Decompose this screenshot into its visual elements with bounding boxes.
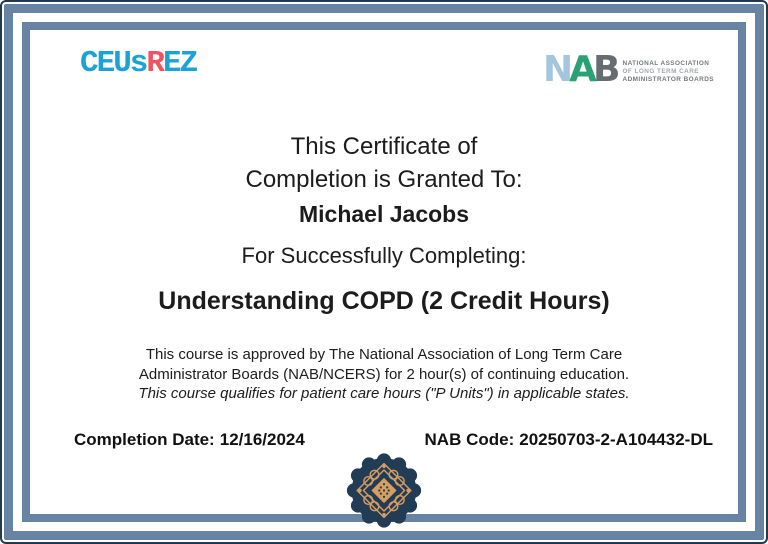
logo-text-r: R (146, 46, 164, 81)
ceusrez-logo (80, 48, 196, 79)
nab-org-line2: OF LONG TERM CARE (622, 68, 700, 75)
nab-code-value: 20250703-2-A104432-DL (519, 430, 713, 449)
nab-logo-letters (543, 49, 617, 90)
footer-row (74, 430, 713, 450)
logo-text-ez: EZ (163, 46, 197, 81)
nab-letter-n: N (543, 49, 570, 90)
subtitle: For Successfully Completing: (241, 243, 527, 268)
certificate-title (2, 130, 766, 196)
seal-medallion-icon (345, 451, 424, 530)
approval-statement (2, 345, 766, 404)
approval-line-1: This course is approved by The National Association of Long Term Care (145, 346, 623, 363)
nab-org-line3: ADMINISTRATOR BOARDS (622, 76, 714, 83)
recipient-name: Michael Jacobs (298, 201, 470, 227)
completion-date-label: Completion Date: (74, 430, 215, 449)
nab-logo (543, 49, 714, 90)
completion-date-value: 12/16/2024 (219, 430, 305, 449)
title-line-2: Completion is Granted To: (245, 166, 523, 193)
nab-code-label: NAB Code: (424, 430, 515, 449)
course-title: Understanding COPD (2 Credit Hours) (158, 287, 610, 315)
nab-org-name (623, 56, 715, 84)
nab-letter-a: A (569, 49, 594, 90)
nab-code (425, 430, 713, 450)
completion-date (74, 430, 305, 450)
logo-text-ceus: CEUs (80, 46, 147, 81)
nab-letter-b: B (593, 49, 617, 90)
nab-org-line1: NATIONAL ASSOCIATION (622, 60, 710, 67)
approval-line-2: Administrator Boards (NAB/NCERS) for 2 hour(s) of continuing education. (138, 365, 630, 383)
approval-line-3: This course qualifies for patient care hours ("P Units") in applicable states. (138, 385, 630, 402)
title-line-1: This Certificate of (290, 133, 478, 160)
